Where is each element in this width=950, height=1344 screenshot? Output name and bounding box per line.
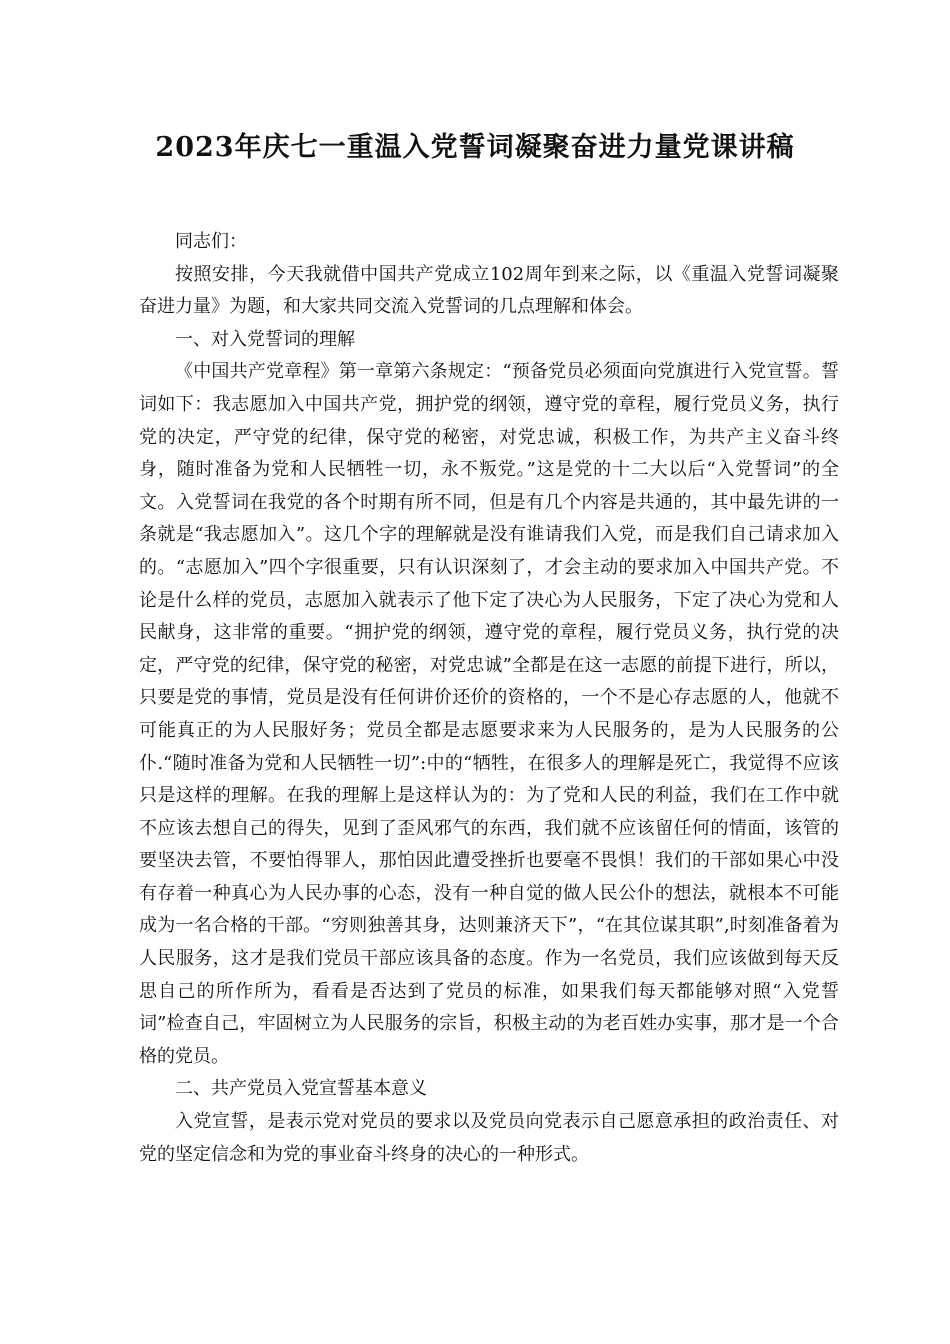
document-body (139, 226, 839, 1171)
body-paragraph-1: 《中国共产党章程》第一章第六条规定：“预备党员必须面向党旗进行入党宣誓。誓词如下：我志愿加入中国共产党，拥护党的纲领，遵守党的章程，履行党员义务，执行党的决定，严守党的纪律，保守党的秘密，对党忠诚，积极工作，为共产主义奋斗终身，随时准备为党和人民牺牲一切，永不叛党。”这是党的十二大以后“入党誓词”的全文。入党誓词在我党的各个时期有所不同，但是有几个内容是共通的，其中最先讲的一条就是“我志愿加入”。这几个字的理解就是没有谁请我们入党，而是我们自己请求加入的。“志愿加入”四个字很重要，只有认识深刻了，才会主动的要求加入中国共产党。不论是什么样的党员，志愿加入就表示了他下定了决心为人民服务，下定了决心为党和人民献身，这非常的重要。“拥护党的纲领，遵守党的章程，履行党员义务，执行党的决定，严守党的纪律，保守党的秘密，对党忠诚”全都是在这一志愿的前提下进行，所以，只要是党的事情，党员是没有任何讲价还价的资格的，一个不是心存志愿的人，他就不可能真正的为人民服好务；党员全都是志愿要求来为人民服务的，是为人民服务的公仆.“随时准备为党和人民牺牲一切”:中的“牺牲，在很多人的理解是死亡，我觉得不应该只是这样的理解。在我的理解上是这样认为的：为了党和人民的利益，我们在工作中就不应该去想自己的得失，见到了歪风邪气的东西，我们就不应该留任何的情面，该管的要坚决去管，不要怕得罪人，那怕因此遭受挫折也要毫不畏惧！我们的干部如果心中没有存着一种真心为人民办事的心态，没有一种自觉的做人民公仆的想法，就根本不可能成为一名合格的干部。“穷则独善其身，达则兼济天下”，“在其位谋其职”,时刻准备着为人民服务，这才是我们党员干部应该具备的态度。作为一名党员，我们应该做到每天反思自己的所作所为，看看是否达到了党员的标准，如果我们每天都能够对照“入党誓词”检查自己，牢固树立为人民服务的宗旨，积极主动的为老百姓办实事，那才是一个合格的党员。 (139, 361, 839, 1067)
intro-paragraph: 按照安排，今天我就借中国共产党成立102周年到来之际，以《重温入党誓词凝聚奋进力量》为题，和大家共同交流入党誓词的几点理解和体会。 (139, 263, 839, 318)
salutation: 同志们： (175, 231, 247, 252)
document-title: 2023年庆七一重温入党誓词凝聚奋进力量党课讲稿 (155, 132, 795, 163)
section-heading-1: 一、对入党誓词的理解 (175, 328, 355, 350)
section-heading-2: 二、共产党员入党宣誓基本意义 (175, 1078, 427, 1100)
body-paragraph-2: 入党宣誓，是表示党对党员的要求以及党员向党表示自己愿意承担的政治责任、对党的坚定信念和为党的事业奋斗终身的决心的一种形式。 (139, 1111, 839, 1165)
